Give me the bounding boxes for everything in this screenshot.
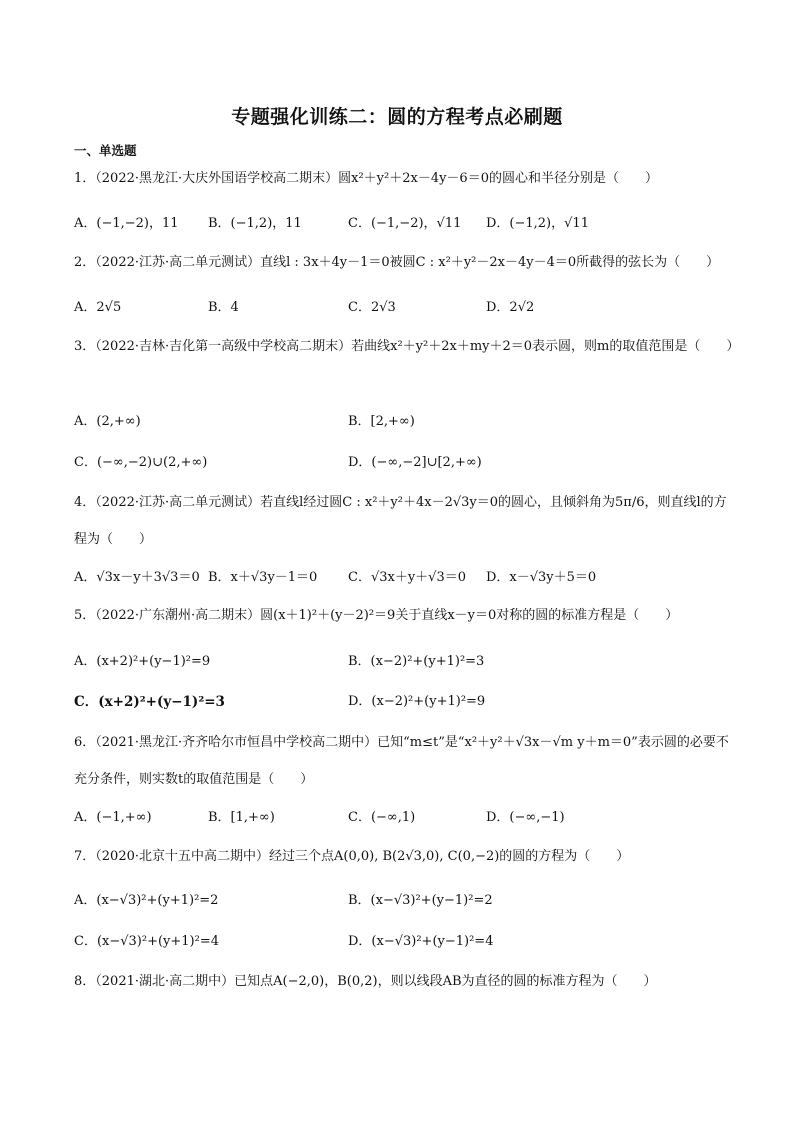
question-1-stem: 1．（2022·黑龙江·大庆外国语学校高二期末）圆x²＋y²＋2x－4y－6＝0的圆心和半径分别是（ ）: [74, 171, 658, 186]
question-1-option-a: A．(−1,−2)，11: [74, 216, 179, 231]
question-4-option-d: D．x－√3y＋5＝0: [486, 570, 597, 585]
question-3-option-a: A．(2,+∞): [74, 414, 141, 429]
question-5-option-c: C．(x+2)²+(y−1)²=3: [74, 694, 225, 710]
question-5-option-a: A．(x+2)²+(y−1)²=9: [74, 654, 211, 669]
question-7-option-d: D．(x−√3)²+(y−1)²=4: [348, 934, 494, 949]
question-6-option-b: B．[1,+∞): [208, 810, 275, 825]
question-5-stem: 5．（2022·广东潮州·高二期末）圆(x＋1)²＋(y－2)²＝9关于直线x－y＝0对称的圆的标准方程是（ ）: [74, 608, 679, 623]
question-4-stem: 4．（2022·江苏·高二单元测试）若直线l经过圆C : x²＋y²＋4x－2√3y＝0的圆心，且倾斜角为5π/6，则直线l的方程为（ ）: [74, 495, 727, 547]
question-4-option-b: B．x＋√3y－1＝0: [208, 570, 318, 585]
question-2-option-b: B．4: [208, 300, 239, 315]
question-7-option-a: A．(x−√3)²+(y+1)²=2: [74, 893, 219, 908]
question-6-option-c: C．(−∞,1): [348, 810, 416, 825]
question-4-option-c: C．√3x＋y＋√3＝0: [348, 570, 467, 585]
question-2-option-c: C．2√3: [348, 300, 396, 315]
question-7-stem: 7．（2020·北京十五中高二期中）经过三个点A(0,0), B(2√3,0), C(0,−2)的圆的方程为（ ）: [74, 849, 630, 864]
question-3-option-b: B．[2,+∞): [348, 414, 415, 429]
question-5-option-d: D．(x−2)²+(y+1)²=9: [348, 694, 486, 709]
question-8-stem: 8．（2021·湖北·高二期中）已知点A(−2,0)，B(0,2)，则以线段AB为直径的圆的标准方程为（ ）: [74, 974, 657, 989]
question-7-option-c: C．(x−√3)²+(y+1)²=4: [74, 934, 219, 949]
question-1-option-d: D．(−1,2)，√11: [486, 216, 589, 231]
question-3-stem: 3．（2022·吉林·吉化第一高级中学校高二期末）若曲线x²＋y²＋2x＋my＋2＝0表示圆，则m的取值范围是（ ）: [74, 339, 740, 354]
question-1-option-b: B．(−1,2)，11: [208, 216, 302, 231]
question-6-stem: 6．（2021·黑龙江·齐齐哈尔市恒昌中学校高二期中）已知“m≤t”是“x²＋y²＋√3x－√m y＋m＝0”表示圆的必要不充分条件，则实数t的取值范围是（ ）: [74, 735, 729, 787]
question-1-option-c: C．(−1,−2)，√11: [348, 216, 462, 231]
question-2-stem: 2．（2022·江苏·高二单元测试）直线l : 3x＋4y－1＝0被圆C : x²＋y²－2x－4y－4＝0所截得的弦长为（ ）: [74, 255, 720, 270]
question-4-option-a: A．√3x－y＋3√3＝0: [74, 570, 200, 585]
question-3-option-c: C．(−∞,−2)∪(2,+∞): [74, 455, 208, 470]
question-7-option-b: B．(x−√3)²+(y−1)²=2: [348, 893, 493, 908]
question-2-option-a: A．2√5: [74, 300, 122, 315]
question-2-option-d: D．2√2: [486, 300, 535, 315]
question-3-option-d: D．(−∞,−2]∪[2,+∞): [348, 455, 482, 470]
page-title: 专题强化训练二：圆的方程考点必刷题: [231, 106, 563, 128]
question-6-option-a: A．(−1,+∞): [74, 810, 152, 825]
question-5-option-b: B．(x−2)²+(y+1)²=3: [348, 654, 485, 669]
section-heading: 一、单选题: [74, 143, 137, 158]
question-6-option-d: D．(−∞,−1): [486, 810, 565, 825]
